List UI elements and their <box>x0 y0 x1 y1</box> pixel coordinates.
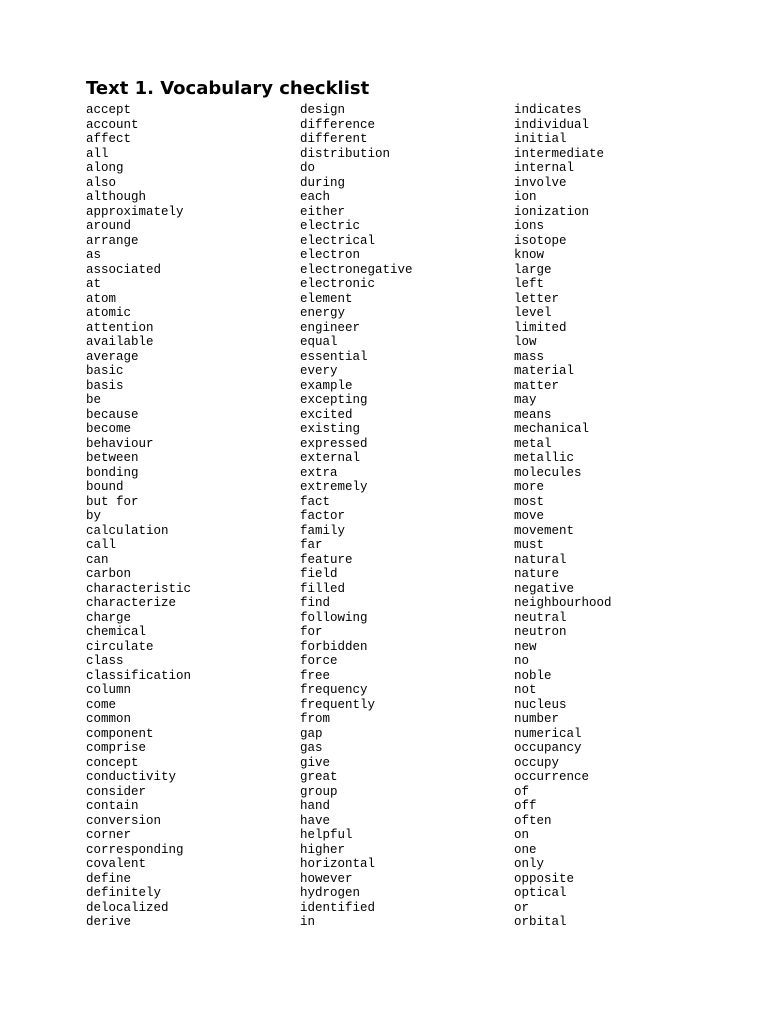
vocabulary-word: means <box>514 407 552 422</box>
vocabulary-word: large <box>514 262 552 277</box>
vocabulary-word: metallic <box>514 451 575 465</box>
vocabulary-word: associated <box>86 262 162 277</box>
vocabulary-word: behaviour <box>86 436 154 451</box>
vocabulary-word: consider <box>86 784 147 799</box>
vocabulary-word: most <box>514 494 545 509</box>
vocabulary-word: free <box>300 668 331 683</box>
vocabulary-word: at <box>86 277 102 291</box>
vocabulary-word: corresponding <box>86 842 184 857</box>
vocabulary-word: field <box>300 567 338 581</box>
vocabulary-word: matter <box>514 378 560 393</box>
vocabulary-word: each <box>300 190 331 204</box>
vocabulary-word: characteristic <box>86 581 192 596</box>
vocabulary-word: may <box>514 393 537 407</box>
vocabulary-word: common <box>86 712 132 726</box>
vocabulary-word: give <box>300 755 331 770</box>
vocabulary-word: know <box>514 248 545 262</box>
vocabulary-column-1 <box>86 103 291 930</box>
vocabulary-word: force <box>300 654 338 668</box>
vocabulary-word: orbital <box>514 915 567 929</box>
vocabulary-word: either <box>300 204 346 219</box>
page-title: Text 1. Vocabulary checklist <box>86 78 370 99</box>
vocabulary-word: ionization <box>514 204 590 219</box>
vocabulary-word: number <box>514 712 560 726</box>
vocabulary-word: occupancy <box>514 741 582 755</box>
vocabulary-word: family <box>300 523 346 538</box>
vocabulary-column-2 <box>300 103 505 930</box>
vocabulary-word: expressed <box>300 436 368 451</box>
vocabulary-word: group <box>300 784 338 799</box>
vocabulary-word: molecules <box>514 465 582 480</box>
vocabulary-word: accept <box>86 103 132 117</box>
vocabulary-word: become <box>86 422 132 436</box>
vocabulary-word: define <box>86 871 132 886</box>
vocabulary-word: one <box>514 842 537 857</box>
vocabulary-word: call <box>86 538 117 552</box>
vocabulary-word: but for <box>86 494 139 509</box>
vocabulary-word: engineer <box>300 320 361 335</box>
vocabulary-word: by <box>86 509 102 523</box>
vocabulary-word: gas <box>300 741 323 755</box>
vocabulary-word: component <box>86 726 154 741</box>
vocabulary-word: classification <box>86 668 192 683</box>
vocabulary-word: electronegative <box>300 262 413 277</box>
vocabulary-word: arrange <box>86 233 139 248</box>
vocabulary-word: opposite <box>514 871 575 886</box>
vocabulary-word: between <box>86 451 139 465</box>
vocabulary-word: extremely <box>300 480 368 494</box>
vocabulary-word: class <box>86 654 124 668</box>
vocabulary-word: far <box>300 538 323 552</box>
vocabulary-word: atom <box>86 291 117 306</box>
vocabulary-word: electronic <box>300 277 376 291</box>
vocabulary-word: identified <box>300 900 376 915</box>
vocabulary-word: covalent <box>86 857 147 871</box>
vocabulary-word: electron <box>300 248 361 262</box>
vocabulary-word: neutron <box>514 625 567 639</box>
vocabulary-word: account <box>86 117 139 132</box>
vocabulary-word: following <box>300 610 368 625</box>
vocabulary-word: limited <box>514 320 567 335</box>
vocabulary-word: internal <box>514 161 575 175</box>
vocabulary-word: equal <box>300 335 338 349</box>
vocabulary-word: nucleus <box>514 697 567 712</box>
vocabulary-word: basic <box>86 364 124 378</box>
vocabulary-word: negative <box>514 581 575 596</box>
vocabulary-word: have <box>300 813 331 828</box>
vocabulary-word: mass <box>514 349 545 364</box>
vocabulary-word: hand <box>300 799 331 813</box>
vocabulary-word: feature <box>300 552 353 567</box>
vocabulary-word: occurrence <box>514 770 590 784</box>
vocabulary-word: neutral <box>514 610 567 625</box>
vocabulary-word: concept <box>86 755 139 770</box>
vocabulary-word: intermediate <box>514 146 605 161</box>
vocabulary-word: indicates <box>514 103 582 117</box>
vocabulary-word: on <box>514 828 530 842</box>
vocabulary-word: derive <box>86 915 132 929</box>
vocabulary-word: circulate <box>86 639 154 654</box>
vocabulary-word: more <box>514 480 545 494</box>
vocabulary-word: example <box>300 378 353 393</box>
vocabulary-word: be <box>86 393 102 407</box>
vocabulary-word: as <box>86 248 102 262</box>
vocabulary-word: difference <box>300 117 376 132</box>
vocabulary-word: corner <box>86 828 132 842</box>
vocabulary-word: higher <box>300 842 346 857</box>
vocabulary-word: low <box>514 335 537 349</box>
vocabulary-word: in <box>300 915 316 929</box>
vocabulary-word: electric <box>300 219 361 233</box>
vocabulary-word: level <box>514 306 552 320</box>
vocabulary-word: move <box>514 509 545 523</box>
vocabulary-word: frequently <box>300 697 376 712</box>
vocabulary-word: affect <box>86 132 132 146</box>
vocabulary-word: contain <box>86 799 139 813</box>
vocabulary-word: ion <box>514 190 537 204</box>
vocabulary-word: optical <box>514 886 567 900</box>
vocabulary-word: numerical <box>514 726 582 741</box>
vocabulary-word: external <box>300 451 361 465</box>
vocabulary-word: distribution <box>300 146 391 161</box>
vocabulary-word: chemical <box>86 625 147 639</box>
vocabulary-word: helpful <box>300 828 353 842</box>
vocabulary-word: isotope <box>514 233 567 248</box>
vocabulary-word: off <box>514 799 537 813</box>
vocabulary-word: hydrogen <box>300 886 361 900</box>
vocabulary-word: although <box>86 190 147 204</box>
vocabulary-word: every <box>300 364 338 378</box>
vocabulary-word: electrical <box>300 233 376 248</box>
vocabulary-word: during <box>300 175 346 190</box>
vocabulary-word: can <box>86 552 109 567</box>
vocabulary-word: or <box>514 900 530 915</box>
vocabulary-word: attention <box>86 320 154 335</box>
vocabulary-word: conversion <box>86 813 162 828</box>
vocabulary-word: extra <box>300 465 338 480</box>
vocabulary-word: element <box>300 291 353 306</box>
vocabulary-word: column <box>86 683 132 697</box>
vocabulary-word: gap <box>300 726 323 741</box>
vocabulary-word: design <box>300 103 346 117</box>
vocabulary-word: filled <box>300 581 346 596</box>
vocabulary-word: characterize <box>86 596 177 610</box>
vocabulary-word: often <box>514 813 552 828</box>
vocabulary-word: letter <box>514 291 560 306</box>
vocabulary-word: calculation <box>86 523 169 538</box>
vocabulary-word: from <box>300 712 331 726</box>
vocabulary-word: involve <box>514 175 567 190</box>
vocabulary-word: different <box>300 132 368 146</box>
vocabulary-word: delocalized <box>86 900 169 915</box>
vocabulary-word: frequency <box>300 683 368 697</box>
vocabulary-word: existing <box>300 422 361 436</box>
vocabulary-word: also <box>86 175 117 190</box>
vocabulary-word: essential <box>300 349 368 364</box>
vocabulary-word: individual <box>514 117 590 132</box>
vocabulary-word: basis <box>86 378 124 393</box>
vocabulary-word: atomic <box>86 306 132 320</box>
vocabulary-word: material <box>514 364 575 378</box>
vocabulary-column-3 <box>514 103 719 930</box>
vocabulary-word: comprise <box>86 741 147 755</box>
vocabulary-word: because <box>86 407 139 422</box>
vocabulary-word: energy <box>300 306 346 320</box>
vocabulary-word: horizontal <box>300 857 376 871</box>
vocabulary-word: movement <box>514 523 575 538</box>
vocabulary-word: no <box>514 654 530 668</box>
vocabulary-word: come <box>86 697 117 712</box>
vocabulary-word: ions <box>514 219 545 233</box>
vocabulary-word: definitely <box>86 886 162 900</box>
vocabulary-word: charge <box>86 610 132 625</box>
vocabulary-word: bonding <box>86 465 139 480</box>
vocabulary-word: must <box>514 538 545 552</box>
vocabulary-word: new <box>514 639 537 654</box>
vocabulary-word: approximately <box>86 204 184 219</box>
vocabulary-word: mechanical <box>514 422 590 436</box>
vocabulary-word: neighbourhood <box>514 596 612 610</box>
vocabulary-word: fact <box>300 494 331 509</box>
vocabulary-word: nature <box>514 567 560 581</box>
vocabulary-word: not <box>514 683 537 697</box>
vocabulary-word: left <box>514 277 545 291</box>
vocabulary-word: factor <box>300 509 346 523</box>
vocabulary-word: forbidden <box>300 639 368 654</box>
vocabulary-word: excepting <box>300 393 368 407</box>
vocabulary-word: of <box>514 784 530 799</box>
vocabulary-word: occupy <box>514 755 560 770</box>
vocabulary-word: noble <box>514 668 552 683</box>
vocabulary-word: available <box>86 335 154 349</box>
vocabulary-word: carbon <box>86 567 132 581</box>
vocabulary-word: only <box>514 857 545 871</box>
vocabulary-word: initial <box>514 132 567 146</box>
vocabulary-word: average <box>86 349 139 364</box>
vocabulary-word: bound <box>86 480 124 494</box>
vocabulary-word: great <box>300 770 338 784</box>
vocabulary-word: metal <box>514 436 552 451</box>
vocabulary-word: along <box>86 161 124 175</box>
vocabulary-word: conductivity <box>86 770 177 784</box>
vocabulary-word: for <box>300 625 323 639</box>
vocabulary-word: find <box>300 596 331 610</box>
vocabulary-word: all <box>86 146 109 161</box>
vocabulary-word: excited <box>300 407 353 422</box>
vocabulary-word: around <box>86 219 132 233</box>
vocabulary-word: natural <box>514 552 567 567</box>
vocabulary-word: however <box>300 871 353 886</box>
vocabulary-word: do <box>300 161 316 175</box>
